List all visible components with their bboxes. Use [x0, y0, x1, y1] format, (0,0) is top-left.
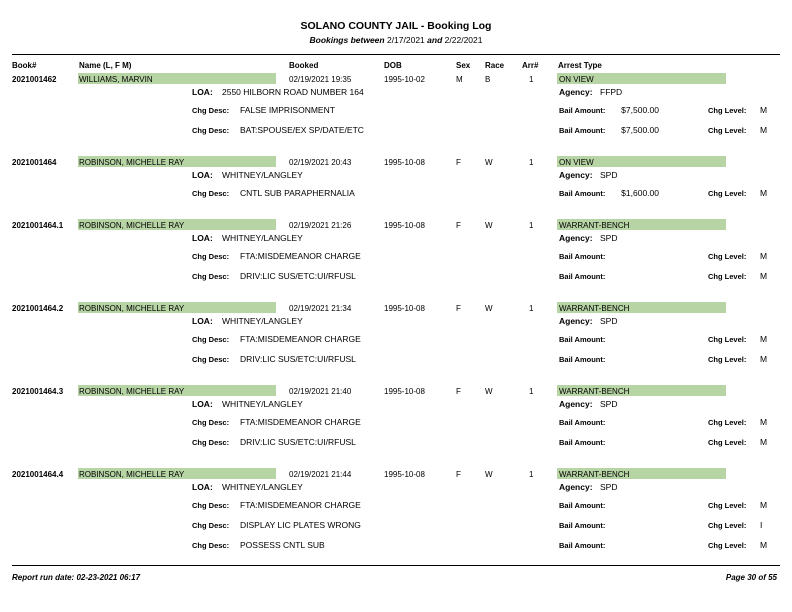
- booked-datetime: 02/19/2021 20:43: [289, 158, 352, 167]
- chg-level-label: Chg Level:: [708, 541, 747, 550]
- bail-amount-label: Bail Amount:: [559, 418, 606, 427]
- col-dob: DOB: [384, 61, 402, 70]
- arrest-type: ON VIEW: [559, 75, 594, 84]
- chg-desc-label: Chg Desc:: [192, 541, 230, 550]
- loa-label: LOA:: [192, 399, 213, 409]
- bail-amount-label: Bail Amount:: [559, 189, 606, 198]
- booked-datetime: 02/19/2021 21:26: [289, 221, 352, 230]
- agency-label: Agency:: [559, 316, 593, 326]
- charge-description: DISPLAY LIC PLATES WRONG: [240, 520, 361, 530]
- bail-amount-label: Bail Amount:: [559, 272, 606, 281]
- charge-description: FTA:MISDEMEANOR CHARGE: [240, 251, 361, 261]
- booking-record: [0, 69, 792, 149]
- sex: F: [456, 470, 461, 479]
- col-arrest-type: Arrest Type: [558, 61, 602, 70]
- charge-description: CNTL SUB PARAPHERNALIA: [240, 188, 355, 198]
- agency-label: Agency:: [559, 399, 593, 409]
- chg-level-label: Chg Level:: [708, 252, 747, 261]
- chg-level-value: M: [760, 437, 768, 447]
- chg-desc-label: Chg Desc:: [192, 355, 230, 364]
- agency-value: SPD: [600, 233, 618, 243]
- booking-record: [0, 215, 792, 295]
- inmate-name: ROBINSON, MICHELLE RAY: [79, 221, 185, 230]
- bail-amount-value: $7,500.00: [621, 125, 659, 135]
- inmate-name: ROBINSON, MICHELLE RAY: [79, 387, 185, 396]
- book-number: 2021001464.1: [12, 221, 64, 230]
- report-subtitle: [0, 35, 792, 45]
- agency-value: SPD: [600, 482, 618, 492]
- bail-amount-label: Bail Amount:: [559, 501, 606, 510]
- arrest-type: WARRANT-BENCH: [559, 304, 630, 313]
- chg-level-value: M: [760, 105, 768, 115]
- chg-desc-label: Chg Desc:: [192, 252, 230, 261]
- chg-level-value: M: [760, 334, 768, 344]
- dob: 1995-10-08: [384, 158, 425, 167]
- book-number: 2021001464.3: [12, 387, 64, 396]
- inmate-name: ROBINSON, MICHELLE RAY: [79, 304, 185, 313]
- loa-value: WHITNEY/LANGLEY: [222, 170, 303, 180]
- sex: F: [456, 158, 461, 167]
- col-booked: Booked: [289, 61, 319, 70]
- subtitle-and: and: [427, 35, 443, 45]
- chg-level-label: Chg Level:: [708, 355, 747, 364]
- col-name: Name (L, F M): [79, 61, 132, 70]
- race: W: [485, 158, 493, 167]
- booking-record: [0, 381, 792, 461]
- col-race: Race: [485, 61, 505, 70]
- chg-level-label: Chg Level:: [708, 189, 747, 198]
- loa-label: LOA:: [192, 170, 213, 180]
- charge-description: FALSE IMPRISONMENT: [240, 105, 335, 115]
- arrest-type: WARRANT-BENCH: [559, 387, 630, 396]
- booked-datetime: 02/19/2021 21:40: [289, 387, 352, 396]
- charge-description: POSSESS CNTL SUB: [240, 540, 325, 550]
- chg-level-value: M: [760, 540, 768, 550]
- bail-amount-label: Bail Amount:: [559, 541, 606, 550]
- chg-desc-label: Chg Desc:: [192, 418, 230, 427]
- loa-label: LOA:: [192, 316, 213, 326]
- charge-description: DRIV:LIC SUS/ETC:UI/RFUSL: [240, 271, 356, 281]
- arrest-count: 1: [529, 221, 534, 230]
- chg-level-value: M: [760, 354, 768, 364]
- bail-amount-label: Bail Amount:: [559, 438, 606, 447]
- chg-level-value: M: [760, 251, 768, 261]
- bail-amount-label: Bail Amount:: [559, 521, 606, 530]
- loa-label: LOA:: [192, 482, 213, 492]
- race: B: [485, 75, 491, 84]
- charge-description: FTA:MISDEMEANOR CHARGE: [240, 334, 361, 344]
- arrest-type: WARRANT-BENCH: [559, 221, 630, 230]
- chg-level-value: M: [760, 417, 768, 427]
- chg-level-label: Chg Level:: [708, 521, 747, 530]
- bail-amount-value: $1,600.00: [621, 188, 659, 198]
- report-title: SOLANO COUNTY JAIL - Booking Log: [300, 20, 492, 32]
- chg-level-value: M: [760, 500, 768, 510]
- book-number: 2021001462: [12, 75, 57, 84]
- dob: 1995-10-02: [384, 75, 425, 84]
- agency-label: Agency:: [559, 87, 593, 97]
- arrest-type: ON VIEW: [559, 158, 594, 167]
- chg-level-value: I: [760, 520, 763, 530]
- agency-value: SPD: [600, 399, 618, 409]
- chg-level-value: M: [760, 271, 768, 281]
- book-number: 2021001464: [12, 158, 57, 167]
- loa-value: WHITNEY/LANGLEY: [222, 482, 303, 492]
- page-number: Page 30 of 55: [725, 573, 777, 582]
- bail-amount-label: Bail Amount:: [559, 355, 606, 364]
- chg-level-label: Chg Level:: [708, 272, 747, 281]
- bail-amount-label: Bail Amount:: [559, 252, 606, 261]
- report-run-date: Report run date: 02-23-2021 06:17: [12, 573, 141, 582]
- inmate-name: ROBINSON, MICHELLE RAY: [79, 470, 185, 479]
- agency-label: Agency:: [559, 482, 593, 492]
- loa-value: WHITNEY/LANGLEY: [222, 399, 303, 409]
- sex: F: [456, 221, 461, 230]
- col-sex: Sex: [456, 61, 471, 70]
- chg-level-label: Chg Level:: [708, 501, 747, 510]
- chg-level-label: Chg Level:: [708, 418, 747, 427]
- agency-label: Agency:: [559, 233, 593, 243]
- booking-record: [0, 298, 792, 378]
- arrest-type: WARRANT-BENCH: [559, 470, 630, 479]
- bail-amount-value: $7,500.00: [621, 105, 659, 115]
- inmate-name: ROBINSON, MICHELLE RAY: [79, 158, 185, 167]
- charge-description: FTA:MISDEMEANOR CHARGE: [240, 500, 361, 510]
- agency-label: Agency:: [559, 170, 593, 180]
- race: W: [485, 387, 493, 396]
- agency-value: SPD: [600, 316, 618, 326]
- book-number: 2021001464.2: [12, 304, 64, 313]
- loa-label: LOA:: [192, 233, 213, 243]
- dob: 1995-10-08: [384, 470, 425, 479]
- race: W: [485, 304, 493, 313]
- chg-desc-label: Chg Desc:: [192, 521, 230, 530]
- charge-description: DRIV:LIC SUS/ETC:UI/RFUSL: [240, 354, 356, 364]
- loa-value: 2550 HILBORN ROAD NUMBER 164: [222, 87, 364, 97]
- sex: M: [456, 75, 463, 84]
- chg-desc-label: Chg Desc:: [192, 335, 230, 344]
- chg-level-value: M: [760, 125, 768, 135]
- bail-amount-label: Bail Amount:: [559, 335, 606, 344]
- booked-datetime: 02/19/2021 21:44: [289, 470, 352, 479]
- loa-value: WHITNEY/LANGLEY: [222, 233, 303, 243]
- col-arr: Arr#: [522, 61, 539, 70]
- inmate-name: WILLIAMS, MARVIN: [79, 75, 153, 84]
- loa-label: LOA:: [192, 87, 213, 97]
- chg-level-label: Chg Level:: [708, 438, 747, 447]
- agency-value: FFPD: [600, 87, 623, 97]
- bail-amount-label: Bail Amount:: [559, 126, 606, 135]
- footer-rule: [12, 565, 780, 566]
- chg-level-label: Chg Level:: [708, 106, 747, 115]
- race: W: [485, 470, 493, 479]
- chg-desc-label: Chg Desc:: [192, 189, 230, 198]
- dob: 1995-10-08: [384, 387, 425, 396]
- arrest-count: 1: [529, 158, 534, 167]
- col-book: Book#: [12, 61, 37, 70]
- chg-level-label: Chg Level:: [708, 335, 747, 344]
- booking-record: [0, 464, 792, 550]
- chg-level-label: Chg Level:: [708, 126, 747, 135]
- bail-amount-label: Bail Amount:: [559, 106, 606, 115]
- chg-level-value: M: [760, 188, 768, 198]
- agency-value: SPD: [600, 170, 618, 180]
- book-number: 2021001464.4: [12, 470, 64, 479]
- subtitle-prefix: Bookings between: [309, 35, 385, 45]
- dob: 1995-10-08: [384, 221, 425, 230]
- sex: F: [456, 304, 461, 313]
- loa-value: WHITNEY/LANGLEY: [222, 316, 303, 326]
- chg-desc-label: Chg Desc:: [192, 106, 230, 115]
- date-to: 2/22/2021: [444, 35, 483, 45]
- sex: F: [456, 387, 461, 396]
- booked-datetime: 02/19/2021 19:35: [289, 75, 352, 84]
- charge-description: FTA:MISDEMEANOR CHARGE: [240, 417, 361, 427]
- race: W: [485, 221, 493, 230]
- date-from: 2/17/2021: [386, 35, 425, 45]
- arrest-count: 1: [529, 387, 534, 396]
- header-top-rule: [12, 54, 780, 55]
- arrest-count: 1: [529, 304, 534, 313]
- booked-datetime: 02/19/2021 21:34: [289, 304, 352, 313]
- arrest-count: 1: [529, 75, 534, 84]
- chg-desc-label: Chg Desc:: [192, 438, 230, 447]
- chg-desc-label: Chg Desc:: [192, 126, 230, 135]
- chg-desc-label: Chg Desc:: [192, 501, 230, 510]
- chg-desc-label: Chg Desc:: [192, 272, 230, 281]
- arrest-count: 1: [529, 470, 534, 479]
- charge-description: DRIV:LIC SUS/ETC:UI/RFUSL: [240, 437, 356, 447]
- charge-description: BAT:SPOUSE/EX SP/DATE/ETC: [240, 125, 364, 135]
- dob: 1995-10-08: [384, 304, 425, 313]
